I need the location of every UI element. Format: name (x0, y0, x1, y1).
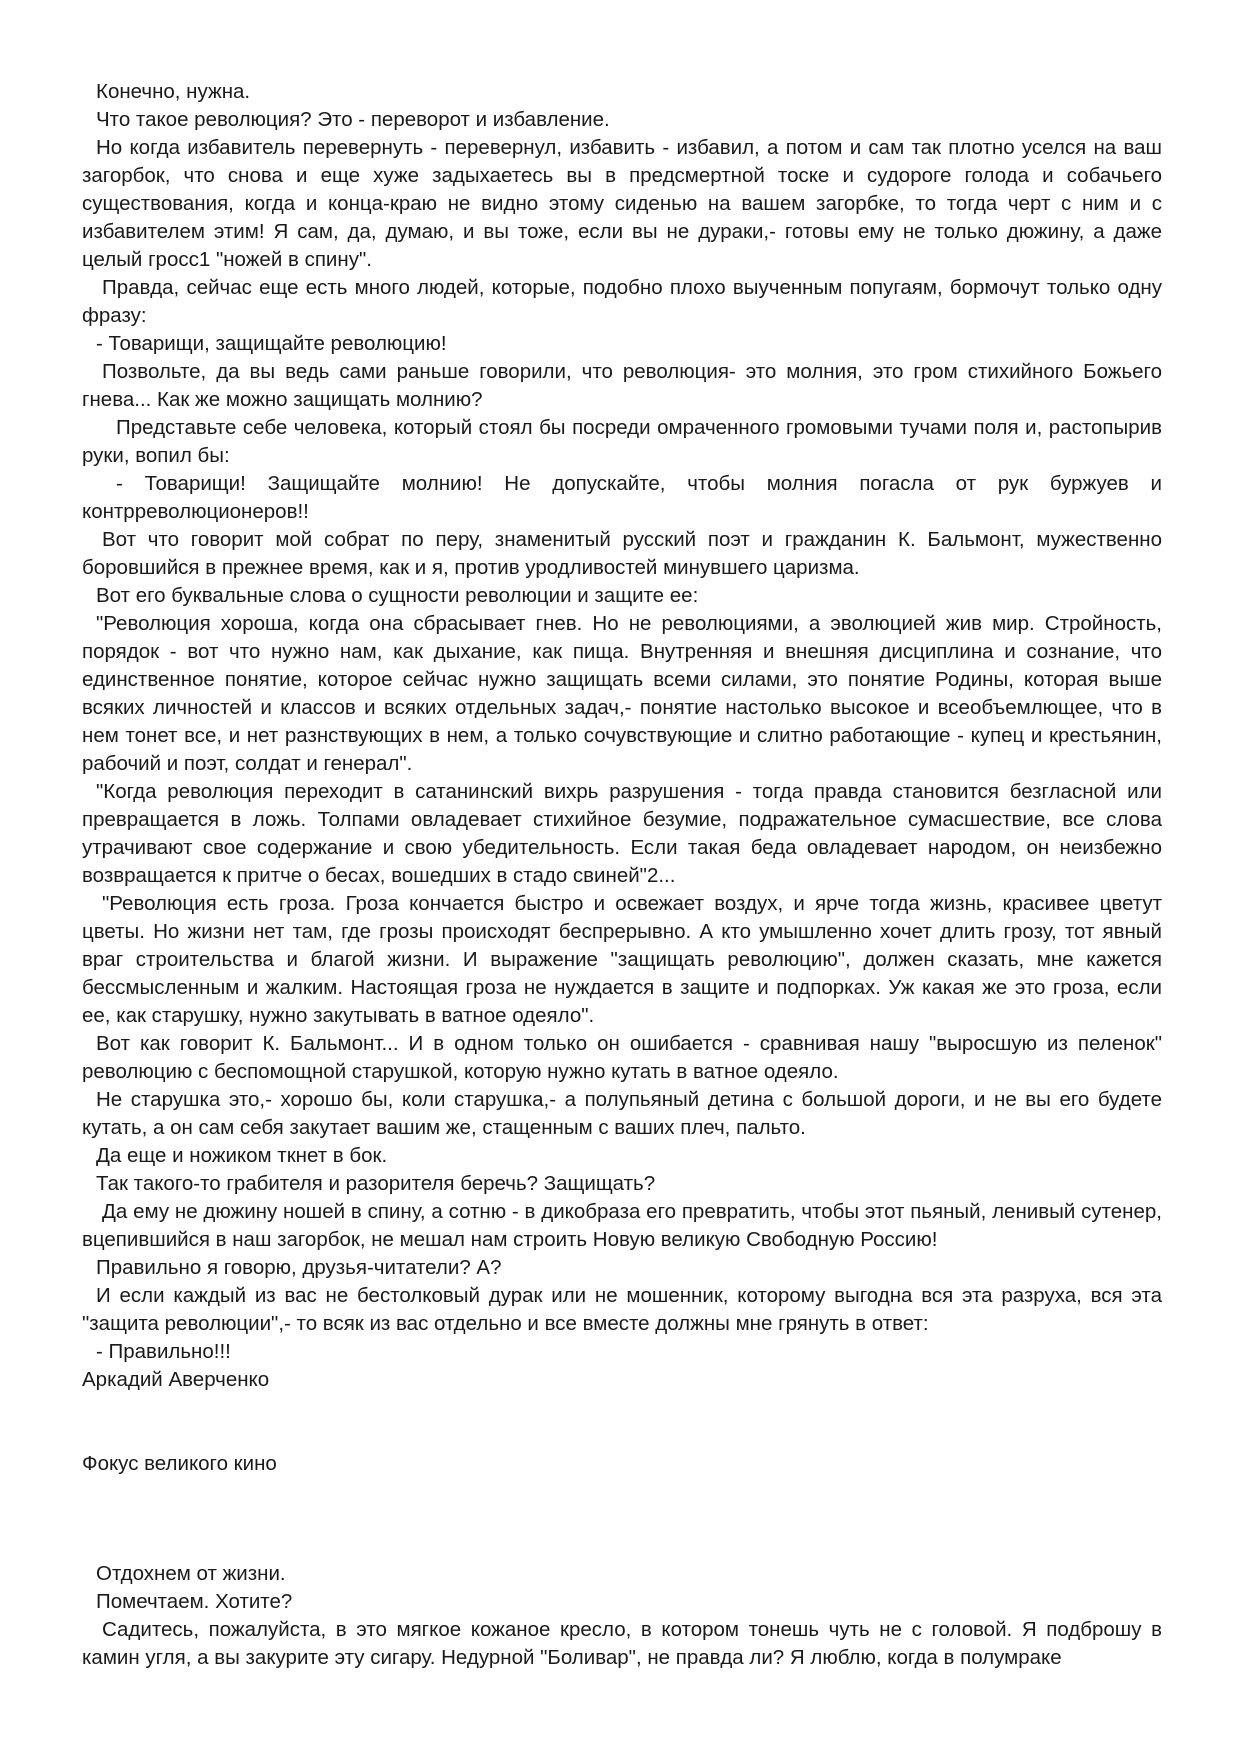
paragraph: Правильно я говорю, друзья-читатели? А? (96, 1256, 502, 1279)
paragraph: Вот его буквальные слова о сущности революции и защите ее: (96, 584, 699, 607)
author-signature: Аркадий Аверченко (82, 1368, 270, 1391)
paragraph: - Товарищи! Защищайте молнию! Не допускайте, чтобы молния погасла от рук буржуев и контрреволюционеров!! (82, 472, 1162, 523)
paragraph: Да еще и ножиком ткнет в бок. (96, 1144, 388, 1167)
paragraph: Правда, сейчас еще есть много людей, которые, подобно плохо выученным попугаям, бормочут только одну фразу: (82, 276, 1162, 327)
paragraph: Что такое революция? Это - переворот и избавление. (96, 108, 610, 131)
paragraph: Представьте себе человека, который стоял бы посреди омраченного громовыми тучами поля и, растопырив руки, вопил бы: (82, 416, 1162, 467)
paragraph: И если каждый из вас не бестолковый дурак или не мошенник, которому выгодна вся эта разруха, вся эта "защита революции",- то всяк из вас отдельно и все вместе должны мне грянуть в ответ: (82, 1284, 1162, 1335)
spacer (82, 1394, 1162, 1450)
paragraph: Отдохнем от жизни. (96, 1562, 286, 1585)
document-page (82, 78, 1162, 1672)
paragraph: Не старушка это,- хорошо бы, коли старушка,- а полупьяный детина с большой дороги, и не вы его будете кутать, а он сам себя закутает вашим же, стащенным с ваших плеч, пальто. (82, 1088, 1162, 1139)
paragraph: - Правильно!!! (96, 1340, 231, 1363)
paragraph: Конечно, нужна. (96, 80, 251, 103)
paragraph: "Революция есть гроза. Гроза кончается быстро и освежает воздух, и ярче тогда жизнь, красивее цветут цветы. Но жизни нет там, где грозы происходят беспрерывно. А кто умышленно хочет длить грозу, тот явный враг строительства и благой жизни. И выражение "защищать революцию", должен сказать, мне кажется бессмысленным и жалким. Настоящая гроза не нуждается в защите и подпорках. Уж какая же это гроза, если ее, как старушку, нужно закутывать в ватное одеяло". (82, 892, 1162, 1027)
paragraph: Позвольте, да вы ведь сами раньше говорили, что революция- это молния, это гром стихийного Божьего гнева... Как же можно защищать молнию? (82, 360, 1162, 411)
paragraph: Так такого-то грабителя и разорителя беречь? Защищать? (96, 1172, 656, 1195)
paragraph: "Когда революция переходит в сатанинский вихрь разрушения - тогда правда становится безгласной или превращается в ложь. Толпами овладевает стихийное безумие, подражательное сумасшествие, все слова утрачивают свое содержание и свою убедительность. Если такая беда овладевает народом, он неизбежно возвращается к притче о бесах, вошедших в стадо свиней"2... (82, 780, 1162, 887)
paragraph: Садитесь, пожалуйста, в это мягкое кожаное кресло, в котором тонешь чуть не с головой. Я подброшу в камин угля, а вы закурите эту сигару. Недурной "Боливар", не правда ли? Я люблю, когда в полумраке (82, 1618, 1162, 1669)
paragraph: - Товарищи, защищайте революцию! (96, 332, 447, 355)
story-title: Фокус великого кино (82, 1452, 277, 1475)
paragraph: Вот как говорит К. Бальмонт... И в одном только он ошибается - сравнивая нашу "выросшую из пеленок" революцию с беспомощной старушкой, которую нужно кутать в ватное одеяло. (82, 1032, 1162, 1083)
paragraph: Да ему не дюжину ношей в спину, а сотню - в дикобраза его превратить, чтобы этот пьяный, ленивый сутенер, вцепившийся в наш загорбок, не мешал нам строить Новую великую Свободную Россию! (82, 1200, 1162, 1251)
paragraph: Но когда избавитель перевернуть - перевернул, избавить - избавил, а потом и сам так плотно уселся на ваш загорбок, что снова и еще хуже задыхаетесь вы в предсмертной тоске и судороге голода и собачьего существования, когда и конца-краю не видно этому сиденью на вашем загорбке, то тогда черт с ним и с избавителем этим! Я сам, да, думаю, и вы тоже, если вы не дураки,- готовы ему не только дюжину, а даже целый гросс1 "ножей в спину". (82, 136, 1162, 271)
paragraph: Вот что говорит мой собрат по перу, знаменитый русский поэт и гражданин К. Бальмонт, мужественно боровшийся в прежнее время, как и я, против уродливостей минувшего царизма. (82, 528, 1162, 579)
paragraph: "Революция хороша, когда она сбрасывает гнев. Но не революциями, а эволюцией жив мир. Стройность, порядок - вот что нужно нам, как дыхание, как пища. Внутренняя и внешняя дисциплина и сознание, что единственное понятие, которое сейчас нужно защищать всеми силами, это понятие Родины, которая выше всяких личностей и классов и всяких отдельных задач,- понятие настолько высокое и всеобъемлющее, что в нем тонет все, и нет разнствующих в нем, а только сочувствующие и слитно работающие - купец и крестьянин, рабочий и поэт, солдат и генерал". (82, 612, 1162, 775)
spacer (82, 1478, 1162, 1560)
paragraph: Помечтаем. Хотите? (96, 1590, 293, 1613)
